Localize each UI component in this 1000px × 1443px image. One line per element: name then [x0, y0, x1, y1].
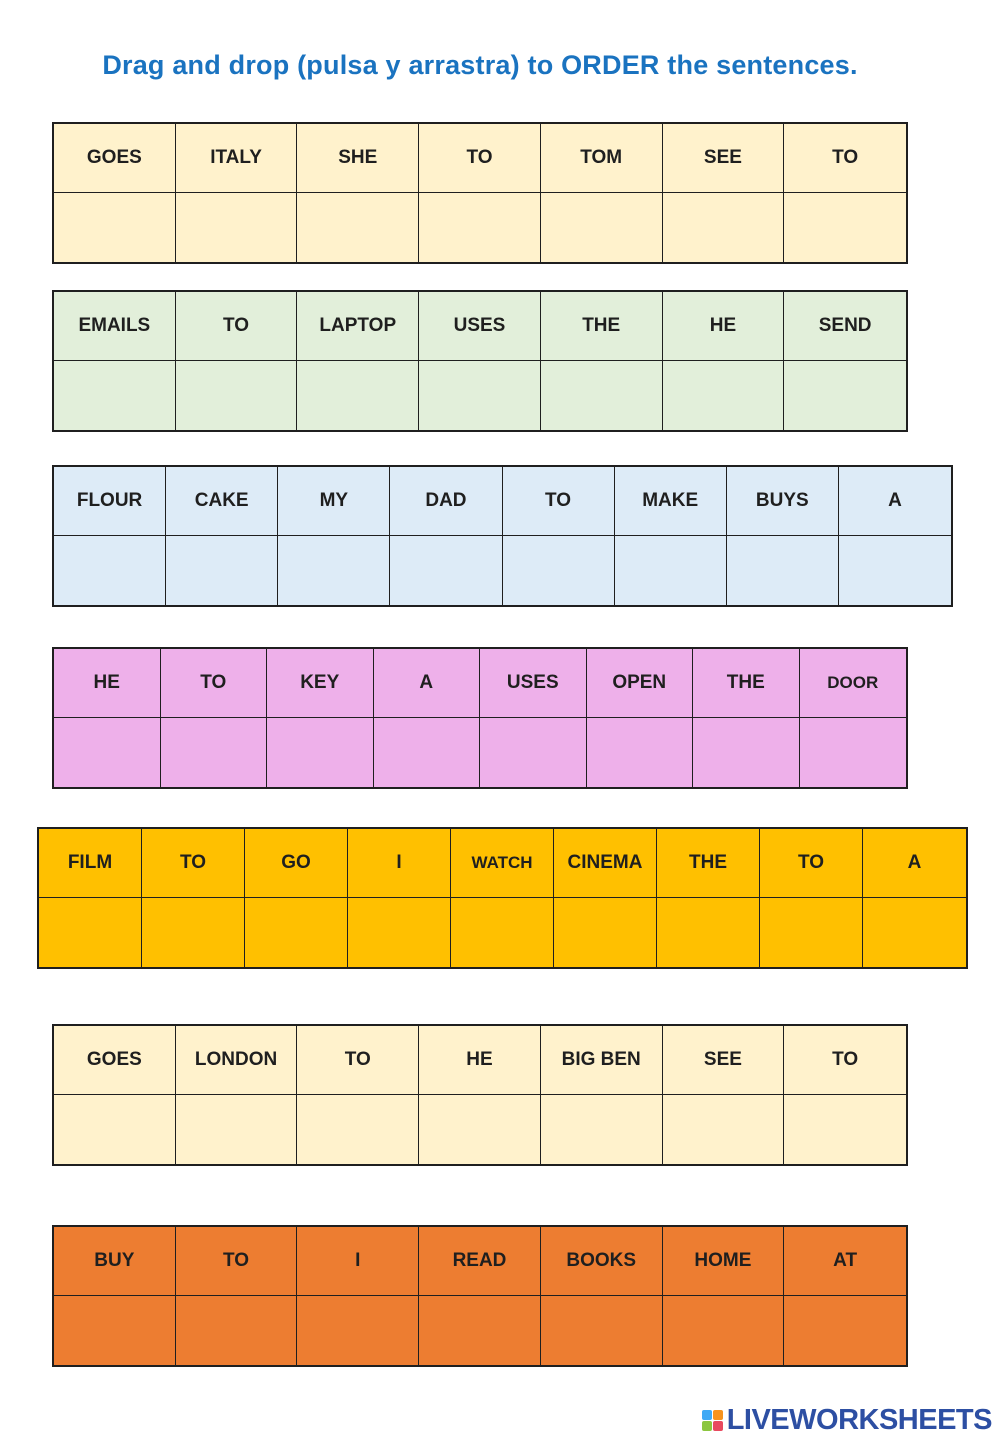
word-tile[interactable]: TO	[760, 829, 863, 898]
word-tile[interactable]: TO	[176, 292, 298, 361]
drop-slot[interactable]	[541, 1296, 663, 1365]
drop-slot[interactable]	[166, 536, 278, 605]
drop-slot[interactable]	[784, 1296, 906, 1365]
liveworksheets-logo-icon	[702, 1410, 723, 1431]
word-tile[interactable]: CINEMA	[554, 829, 657, 898]
drop-slot[interactable]	[541, 1095, 663, 1164]
sentence-grid-7	[52, 1225, 908, 1367]
drop-slot[interactable]	[176, 1296, 298, 1365]
word-tile[interactable]: TO	[784, 1026, 906, 1095]
drop-slot[interactable]	[541, 193, 663, 262]
logo-square-3	[702, 1421, 712, 1431]
drop-slot[interactable]	[587, 718, 694, 787]
word-tile[interactable]: FILM	[39, 829, 142, 898]
drop-slot[interactable]	[278, 536, 390, 605]
drop-slot[interactable]	[374, 718, 481, 787]
drop-slot[interactable]	[663, 1296, 785, 1365]
drop-slot[interactable]	[784, 1095, 906, 1164]
word-tile[interactable]: THE	[693, 649, 800, 718]
word-tile[interactable]: TO	[419, 124, 541, 193]
word-tile[interactable]: SHE	[297, 124, 419, 193]
drop-slot[interactable]	[839, 536, 951, 605]
word-tile[interactable]: GO	[245, 829, 348, 898]
sentence-grid-3	[52, 465, 953, 607]
word-tile[interactable]: FLOUR	[54, 467, 166, 536]
word-tile[interactable]: TO	[142, 829, 245, 898]
word-tile[interactable]: I	[297, 1227, 419, 1296]
sentence-grid-4	[52, 647, 908, 789]
word-tile[interactable]: THE	[657, 829, 760, 898]
word-tile[interactable]: EMAILS	[54, 292, 176, 361]
word-tile[interactable]: AT	[784, 1227, 906, 1296]
word-tile[interactable]: TOM	[541, 124, 663, 193]
logo-square-2	[713, 1410, 723, 1420]
word-tile[interactable]: GOES	[54, 1026, 176, 1095]
word-tile[interactable]: READ	[419, 1227, 541, 1296]
drop-slot[interactable]	[760, 898, 863, 967]
drop-slot[interactable]	[554, 898, 657, 967]
word-tile[interactable]: ITALY	[176, 124, 298, 193]
word-tile[interactable]: I	[348, 829, 451, 898]
word-tile[interactable]: HE	[419, 1026, 541, 1095]
sentence-grid-1	[52, 122, 908, 264]
logo-square-4	[713, 1421, 723, 1431]
word-tile[interactable]: BIG BEN	[541, 1026, 663, 1095]
drop-slot[interactable]	[784, 361, 906, 430]
drop-slot[interactable]	[245, 898, 348, 967]
sentence-grid-5	[37, 827, 968, 969]
drop-slot[interactable]	[297, 193, 419, 262]
word-tile[interactable]: KEY	[267, 649, 374, 718]
word-tile[interactable]: A	[863, 829, 966, 898]
word-tile[interactable]: WATCH	[451, 829, 554, 898]
drop-slot[interactable]	[657, 898, 760, 967]
drop-slot[interactable]	[390, 536, 502, 605]
drop-slot[interactable]	[693, 718, 800, 787]
drop-slot[interactable]	[161, 718, 268, 787]
drop-slot[interactable]	[784, 193, 906, 262]
drop-slot[interactable]	[54, 193, 176, 262]
word-tile[interactable]: OPEN	[587, 649, 694, 718]
word-tile[interactable]: TO	[297, 1026, 419, 1095]
drop-slot[interactable]	[451, 898, 554, 967]
sentence-grid-2	[52, 290, 908, 432]
drop-slot[interactable]	[176, 361, 298, 430]
drop-slot[interactable]	[480, 718, 587, 787]
drop-slot[interactable]	[863, 898, 966, 967]
drop-slot[interactable]	[663, 193, 785, 262]
word-tile[interactable]: HE	[663, 292, 785, 361]
word-tile[interactable]: A	[374, 649, 481, 718]
drop-slot[interactable]	[54, 718, 161, 787]
word-tile[interactable]: TO	[503, 467, 615, 536]
drop-slot[interactable]	[142, 898, 245, 967]
word-tile[interactable]: BUYS	[727, 467, 839, 536]
drop-slot[interactable]	[54, 1296, 176, 1365]
drop-slot[interactable]	[297, 1296, 419, 1365]
drop-slot[interactable]	[419, 193, 541, 262]
word-tile[interactable]: DOOR	[800, 649, 907, 718]
word-tile[interactable]: GOES	[54, 124, 176, 193]
drop-slot[interactable]	[419, 1296, 541, 1365]
drop-slot[interactable]	[176, 193, 298, 262]
drop-slot[interactable]	[800, 718, 907, 787]
drop-slot[interactable]	[663, 1095, 785, 1164]
word-tile[interactable]: TO	[176, 1227, 298, 1296]
word-tile[interactable]: LAPTOP	[297, 292, 419, 361]
word-tile[interactable]: A	[839, 467, 951, 536]
word-tile[interactable]: HE	[54, 649, 161, 718]
liveworksheets-logo	[702, 1404, 992, 1437]
word-tile[interactable]: USES	[480, 649, 587, 718]
drop-slot[interactable]	[54, 536, 166, 605]
drop-slot[interactable]	[348, 898, 451, 967]
word-tile[interactable]: MY	[278, 467, 390, 536]
word-tile[interactable]: SEND	[784, 292, 906, 361]
word-tile[interactable]: THE	[541, 292, 663, 361]
word-tile[interactable]: DAD	[390, 467, 502, 536]
drop-slot[interactable]	[267, 718, 374, 787]
sentence-grid-6	[52, 1024, 908, 1166]
word-tile[interactable]: CAKE	[166, 467, 278, 536]
word-tile[interactable]: USES	[419, 292, 541, 361]
drop-slot[interactable]	[54, 361, 176, 430]
word-tile[interactable]: TO	[784, 124, 906, 193]
drop-slot[interactable]	[297, 361, 419, 430]
drop-slot[interactable]	[615, 536, 727, 605]
drop-slot[interactable]	[176, 1095, 298, 1164]
word-tile[interactable]: MAKE	[615, 467, 727, 536]
word-tile[interactable]: SEE	[663, 1026, 785, 1095]
word-tile[interactable]: LONDON	[176, 1026, 298, 1095]
drop-slot[interactable]	[419, 1095, 541, 1164]
page-title: Drag and drop (pulsa y arrastra) to ORDER the sentences.	[102, 50, 858, 80]
word-tile[interactable]: BUY	[54, 1227, 176, 1296]
drop-slot[interactable]	[663, 361, 785, 430]
word-tile[interactable]: BOOKS	[541, 1227, 663, 1296]
drop-slot[interactable]	[541, 361, 663, 430]
drop-slot[interactable]	[503, 536, 615, 605]
drop-slot[interactable]	[727, 536, 839, 605]
logo-square-1	[702, 1410, 712, 1420]
drop-slot[interactable]	[39, 898, 142, 967]
word-tile[interactable]: SEE	[663, 124, 785, 193]
drop-slot[interactable]	[54, 1095, 176, 1164]
word-tile[interactable]: HOME	[663, 1227, 785, 1296]
drop-slot[interactable]	[419, 361, 541, 430]
word-tile[interactable]: TO	[161, 649, 268, 718]
logo-text: LIVEWORKSHEETS	[726, 1404, 992, 1436]
drop-slot[interactable]	[297, 1095, 419, 1164]
